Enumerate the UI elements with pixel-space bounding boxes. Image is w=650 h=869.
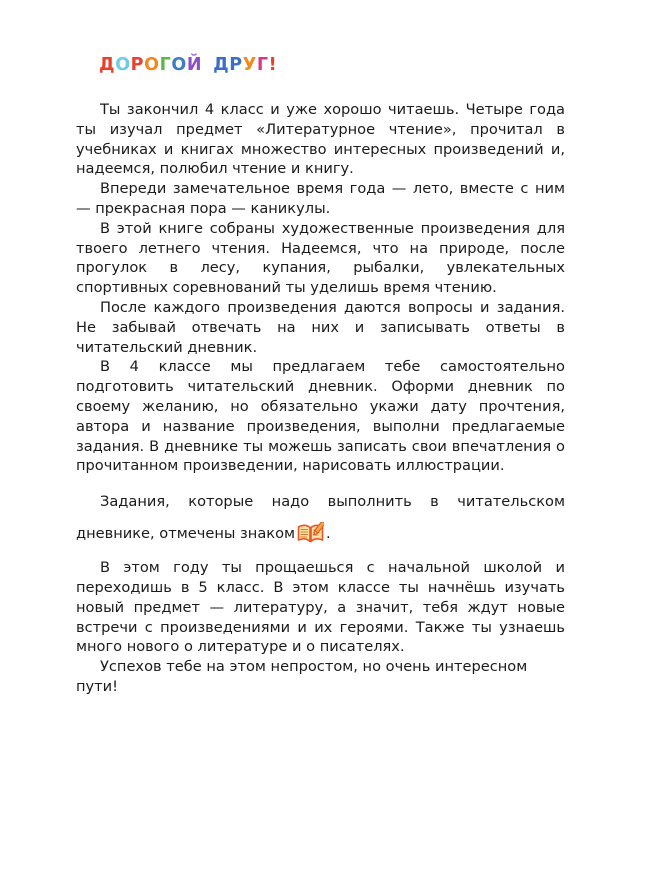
title-letter: Г — [256, 55, 269, 75]
title-letter: Д — [99, 55, 116, 75]
title-letter: Д — [213, 55, 230, 75]
title-letter: ! — [268, 55, 278, 75]
title-letter: О — [144, 55, 160, 75]
title-letter: Й — [186, 55, 203, 75]
open-book-with-pencil-icon — [297, 522, 324, 544]
paragraph-5: В 4 классе мы предлагаем тебе самостоятельно подготовить читательский дневник. Оформи дневник по своему желанию, но обязательно укажи дату прочтения, автора и название произведения, выполни предлагаемые задания. В дневнике ты можешь записать свои впечатления о прочитанном произведении, нарисовать иллюстрации. — [76, 358, 565, 475]
icon-note-text-before: Задания, которые надо выполнить в читательском дневнике, отмечены знаком — [76, 493, 565, 543]
title-letter: У — [242, 55, 257, 75]
paragraph-1: Ты закончил 4 класс и уже хорошо читаешь. Четыре года ты изучал предмет «Литературное чтение», прочитал в учебниках и книгах множество интересных произведений и, надеемся, полюбил чтение и книгу. — [76, 101, 565, 178]
paragraph-2: Впереди замечательное время года — лето, вместе с ним — прекрасная пора — каникулы. — [76, 180, 565, 217]
paragraph-6: В этом году ты прощаешься с начальной школой и переходишь в 5 класс. В этом классе ты начнёшь изучать новый предмет — литературу, а значит, тебя ждут новые встречи с произведениями и их героями. Также ты узнаешь много нового о литературе и о писателях. — [76, 559, 565, 656]
title-letter: Г — [159, 55, 172, 75]
title-letter: О — [115, 55, 131, 75]
title-letter: Р — [229, 55, 243, 75]
title-letter: О — [171, 55, 187, 75]
paragraph-icon-note — [76, 486, 565, 550]
paragraph-4: После каждого произведения даются вопросы и задания. Не забывай отвечать на них и записывать ответы в читательский дневник. — [76, 298, 565, 356]
body-text-column — [76, 100, 565, 697]
page-title — [99, 57, 277, 75]
paragraph-3: В этой книге собраны художественные произведения для твоего летнего чтения. Надеемся, что на природе, после прогулок в лесу, купания, рыбалки, увлекательных спортивных соревнований ты уделишь время чтению. — [76, 219, 565, 297]
title-letter: Р — [130, 55, 145, 75]
paragraph-7: Успехов тебе на этом непростом, но очень интересном пути! — [76, 658, 528, 695]
icon-note-text-after: . — [326, 525, 331, 543]
